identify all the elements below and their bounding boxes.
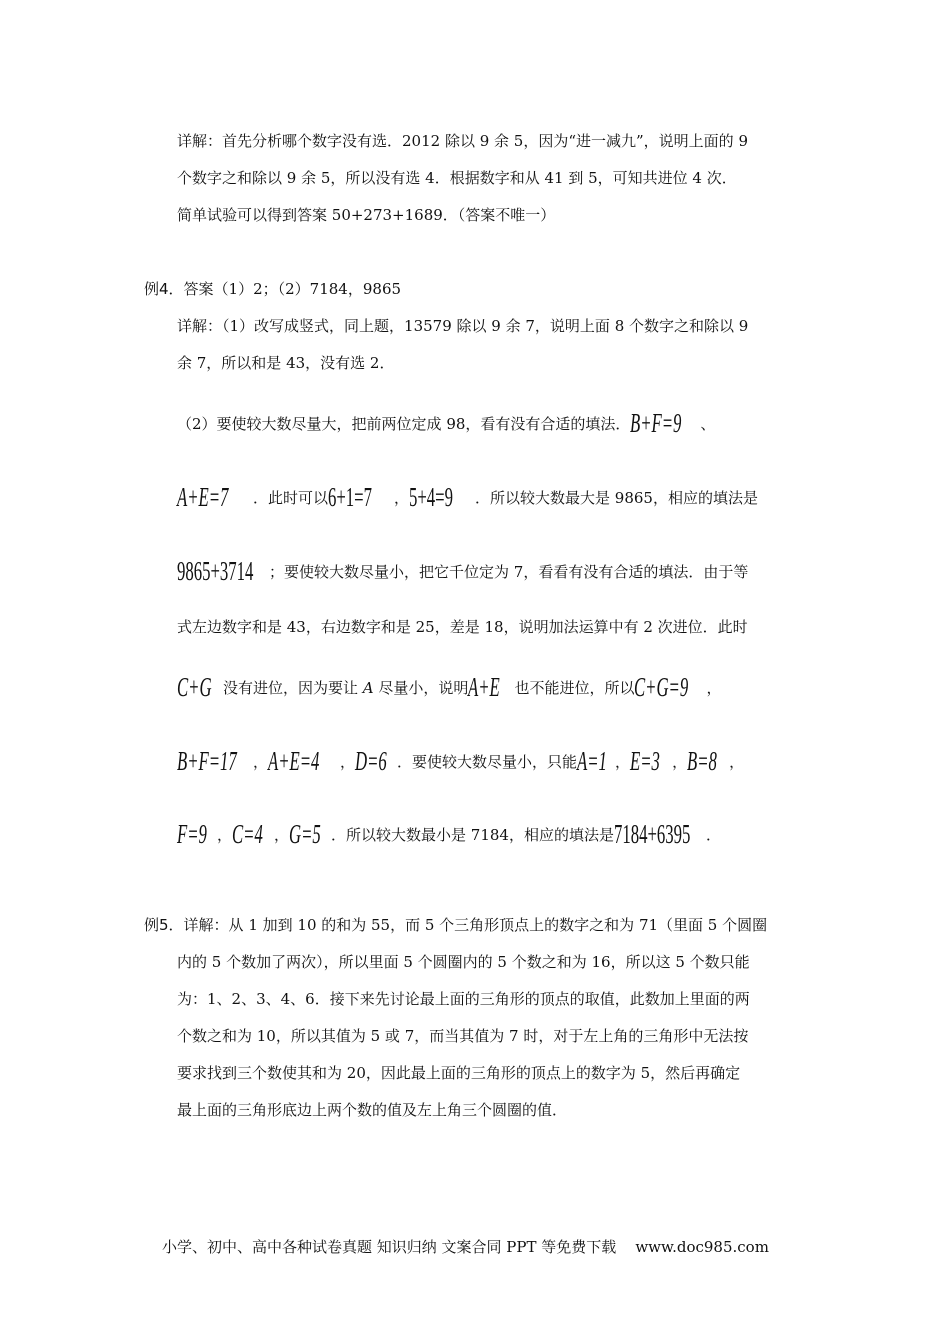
equation-a-plus-e-4: A+E=4 bbox=[268, 746, 320, 776]
var-a: A bbox=[362, 679, 374, 697]
ex4-part2-line-7 bbox=[177, 819, 721, 849]
equation-7184-plus-6395: 7184+6395 bbox=[613, 819, 691, 849]
ex5-label: 例5． bbox=[144, 916, 184, 934]
ex3-detail-line-2: 个数字之和除以 9 余 5，所以没有选 4．根据数字和从 41 到 5，可知共进位 4 次． bbox=[177, 169, 737, 187]
ex5-line-2: 内的 5 个数加了两次），所以里面 5 个圆圈内的 5 个数之和为 16，所以这 5 个数只能 bbox=[177, 953, 750, 971]
ex4-p2-text: （2）要使较大数尽量大，把前两位定成 98，看有没有合适的填法． bbox=[177, 415, 631, 433]
ex4-p6-text-3: 也不能进位，所以 bbox=[514, 679, 635, 697]
equation-d-6: D=6 bbox=[355, 746, 387, 776]
equation-f-9: F=9 bbox=[177, 819, 207, 849]
equation-5-plus-4: 5+4=9 bbox=[409, 482, 454, 512]
footer-text: 小学、初中、高中各种试卷真题 知识归纳 文案合同 PPT 等免费下载 bbox=[162, 1238, 617, 1256]
ex4-p2-sep: 、 bbox=[700, 415, 716, 433]
ex4-p6-text-1: 没有进位，因为要让 bbox=[223, 679, 359, 697]
ex4-header bbox=[144, 279, 401, 299]
ex3-detail-line-3: 简单试验可以得到答案 50+273+1689．（答案不唯一） bbox=[177, 206, 556, 224]
ex4-part2-line-6 bbox=[177, 746, 745, 776]
ex4-part2-line-3 bbox=[177, 556, 749, 586]
equation-c-plus-g: C+G=9 bbox=[634, 672, 689, 702]
sep: ， bbox=[672, 753, 688, 771]
ex4-p4-text: ；要使较大数尽量小，把它千位定为 7，看看有没有合适的填法．由于等 bbox=[269, 563, 749, 581]
sep: ． bbox=[705, 826, 721, 844]
ex5-line-1 bbox=[144, 915, 767, 935]
equation-g-5: G=5 bbox=[289, 819, 321, 849]
equation-b-plus-f: B+F=9 bbox=[630, 408, 682, 438]
ex5-text-1: 详解：从 1 加到 10 的和为 55，而 5 个三角形顶点上的数字之和为 71（里面 5 个圆圈 bbox=[183, 916, 768, 934]
sep: ， bbox=[729, 753, 745, 771]
sep: ， bbox=[253, 753, 269, 771]
footer-url[interactable]: www.doc985.com bbox=[635, 1238, 769, 1256]
ex4-answer: 答案（1）2；（2）7184，9865 bbox=[183, 280, 402, 298]
ex4-p6-sep: ， bbox=[706, 679, 722, 697]
sep: ， bbox=[340, 753, 356, 771]
equation-a-plus-e: A+E=7 bbox=[177, 482, 229, 512]
expr-c-plus-g: C+G bbox=[177, 672, 212, 702]
equation-6-plus-1: 6+1=7 bbox=[328, 482, 373, 512]
sep: ， bbox=[274, 826, 290, 844]
ex4-p7-text: ．要使较大数尽量小，只能 bbox=[397, 753, 578, 771]
equation-c-4: C=4 bbox=[232, 819, 263, 849]
ex4-label: 例4． bbox=[144, 280, 184, 298]
ex4-p3-sep: ， bbox=[394, 489, 410, 507]
ex3-detail-line-1: 详解：首先分析哪个数字没有选．2012 除以 9 余 5，因为“进一减九”，说明上面的 9 bbox=[177, 132, 748, 150]
ex4-detail-line-1: 详解：（1）改写成竖式，同上题，13579 除以 9 余 7，说明上面 8 个数字之和除以 9 bbox=[177, 317, 749, 335]
equation-b-8: B=8 bbox=[687, 746, 717, 776]
equation-a-1: A=1 bbox=[577, 746, 607, 776]
equation-e-3: E=3 bbox=[630, 746, 660, 776]
ex4-p3-text-2: ．所以较大数最大是 9865，相应的填法是 bbox=[475, 489, 758, 507]
equation-9865-plus-3714: 9865+3714 bbox=[177, 556, 254, 586]
ex5-line-4: 个数之和为 10，所以其值为 5 或 7，而当其值为 7 时，对于左上角的三角形中无法按 bbox=[177, 1027, 749, 1045]
ex4-part2-line-2 bbox=[177, 482, 758, 512]
expr-a-plus-e: A+E bbox=[468, 672, 501, 702]
ex4-p6-text-2: 尽量小，说明 bbox=[378, 679, 469, 697]
footer bbox=[162, 1236, 769, 1257]
ex5-line-5: 要求找到三个数使其和为 20，因此最上面的三角形的顶点上的数字为 5，然后再确定 bbox=[177, 1064, 741, 1082]
ex5-line-3: 为：1、2、3、4、6．接下来先讨论最上面的三角形的顶点的取值，此数加上里面的两 bbox=[177, 990, 750, 1008]
ex5-line-6: 最上面的三角形底边上两个数的值及左上角三个圆圈的值． bbox=[177, 1101, 568, 1119]
ex4-part2-line-1 bbox=[177, 408, 716, 438]
ex4-p3-text-1: ．此时可以 bbox=[253, 489, 329, 507]
sep: ， bbox=[615, 753, 631, 771]
sep: ， bbox=[217, 826, 233, 844]
ex4-detail-line-2: 余 7，所以和是 43，没有选 2． bbox=[177, 354, 395, 372]
ex4-part2-line-4: 式左边数字和是 43，右边数字和是 25，差是 18，说明加法运算中有 2 次进位．此时 bbox=[177, 618, 748, 636]
ex4-p8-text: ．所以较大数最小是 7184，相应的填法是 bbox=[331, 826, 614, 844]
ex4-part2-line-5 bbox=[177, 672, 722, 702]
equation-b-plus-f-17: B+F=17 bbox=[177, 746, 237, 776]
